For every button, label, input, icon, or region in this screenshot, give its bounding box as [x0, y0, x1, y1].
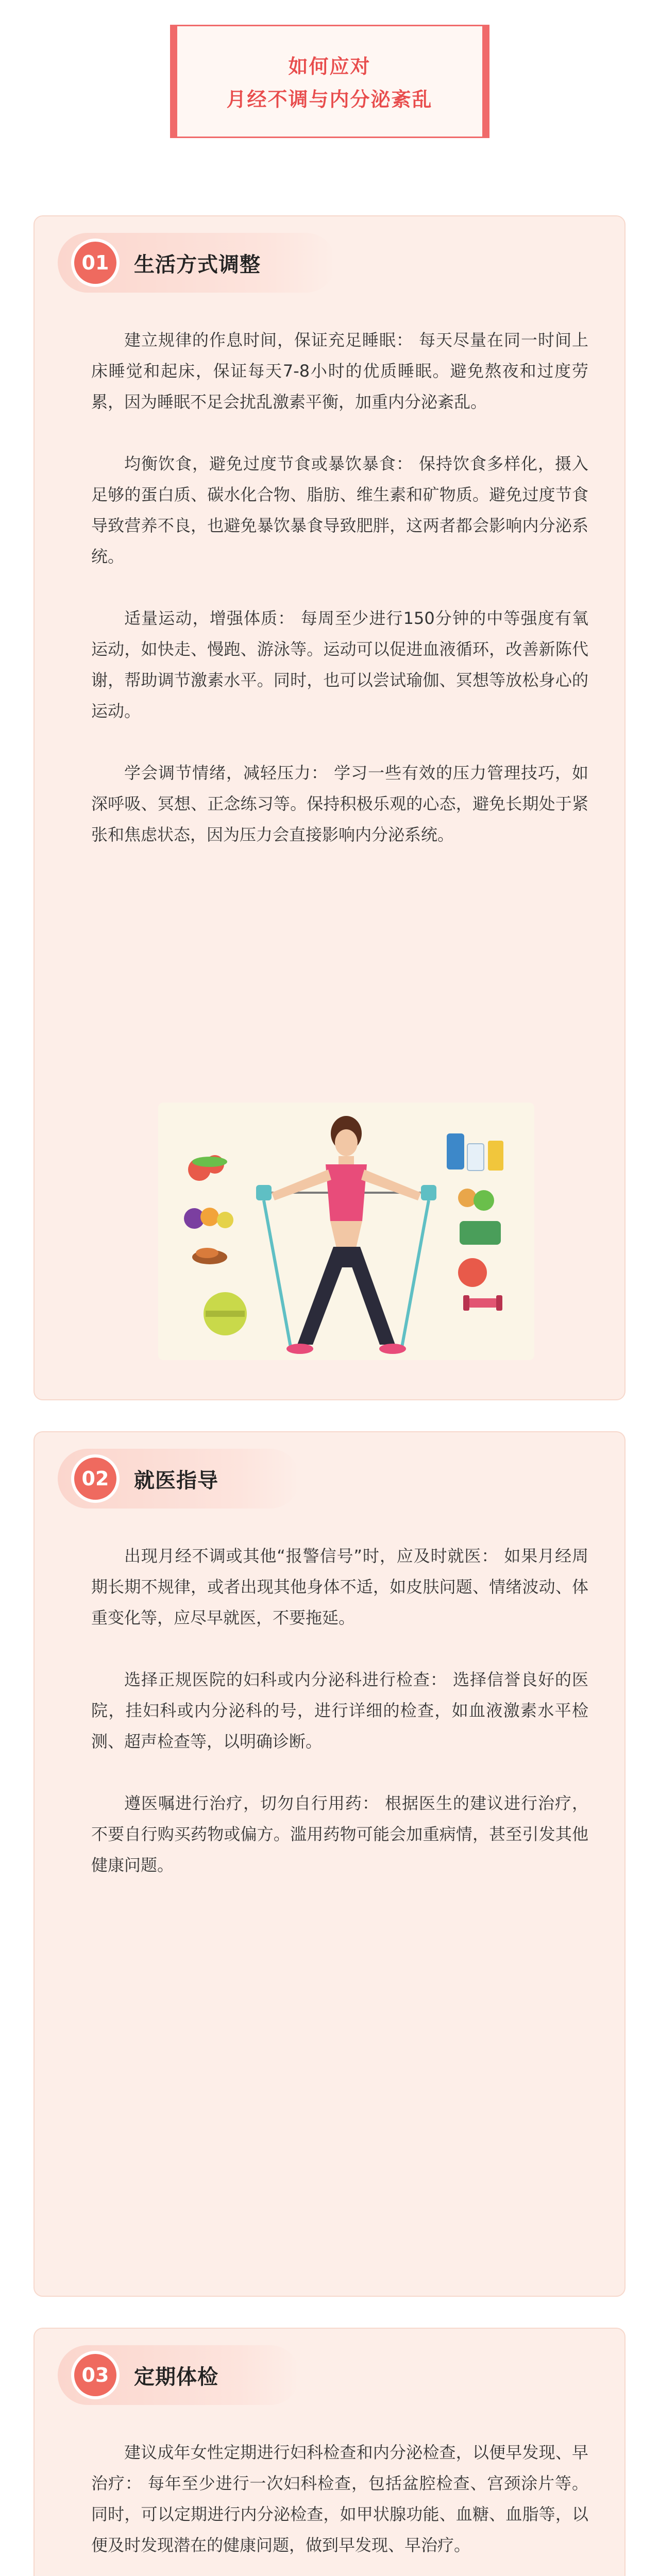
- section-regular-checkup: [33, 2328, 626, 2576]
- paragraph: 出现月经不调或其他“报警信号”时，应及时就医： 如果月经周期长期不规律，或者出现其他身体不适，如皮肤问题、情绪波动、体重变化等，应尽早就医，不要拖延。: [91, 1546, 588, 1628]
- section-medical-guidance: [33, 1431, 626, 2297]
- section-heading: 定期体检: [134, 2365, 218, 2389]
- section-heading: 生活方式调整: [134, 252, 261, 277]
- section-heading-pill: [58, 233, 336, 293]
- section-number-badge: 01: [74, 242, 116, 284]
- woman-exercising-with-food-illustration: [158, 1103, 534, 1360]
- section-number-badge: 03: [74, 2354, 116, 2396]
- title-line-2: 月经不调与内分泌紊乱: [226, 88, 433, 111]
- title-banner-wrap: [0, 0, 659, 138]
- exercise-illustration: [158, 1103, 534, 1360]
- paragraph: 建立规律的作息时间，保证充足睡眠： 每天尽量在同一时间上床睡觉和起床，保证每天7-8小时的优质睡眠。避免熬夜和过度劳累，因为睡眠不足会扰乱激素平衡，加重内分泌紊乱。: [91, 330, 588, 412]
- section-body: [91, 1540, 588, 1880]
- section-heading-pill: [58, 2345, 300, 2405]
- section-body: [91, 325, 588, 850]
- paragraph: 均衡饮食，避免过度节食或暴饮暴食： 保持饮食多样化，摄入足够的蛋白质、碳水化合物、脂肪、维生素和矿物质。避免过度节食导致营养不良，也避免暴饮暴食导致肥胖，这两者都会影响内分泌系统。: [91, 454, 588, 566]
- section-number-badge: 02: [74, 1458, 116, 1500]
- section-lifestyle: [33, 215, 626, 1400]
- paragraph: 建议成年女性定期进行妇科检查和内分泌检查，以便早发现、早治疗： 每年至少进行一次妇科检查，包括盆腔检查、宫颈涂片等。同时，可以定期进行内分泌检查，如甲状腺功能、血糖、血脂等，以便及时发现潜在的健康问题，做到早发现、早治疗。: [91, 2443, 588, 2555]
- paragraph: 选择正规医院的妇科或内分泌科进行检查： 选择信誉良好的医院，挂妇科或内分泌科的号，进行详细的检查，如血液激素水平检测、超声检查等，以明确诊断。: [91, 1670, 588, 1751]
- paragraph: 适量运动，增强体质： 每周至少进行150分钟的中等强度有氧运动，如快走、慢跑、游泳等。运动可以促进血液循环，改善新陈代谢，帮助调节激素水平。同时，也可以尝试瑜伽、冥想等放松身心的运动。: [91, 608, 588, 721]
- section-heading-pill: [58, 1449, 300, 1509]
- paragraph: 遵医嘱进行治疗，切勿自行用药： 根据医生的建议进行治疗，不要自行购买药物或偏方。滥用药物可能会加重病情，甚至引发其他健康问题。: [91, 1793, 588, 1875]
- title-line-1: 如何应对: [288, 55, 371, 78]
- title-banner: [170, 25, 489, 138]
- section-body: [91, 2437, 588, 2561]
- paragraph: 学会调节情绪，减轻压力： 学习一些有效的压力管理技巧，如深呼吸、冥想、正念练习等。保持积极乐观的心态，避免长期处于紧张和焦虑状态，因为压力会直接影响内分泌系统。: [91, 763, 588, 844]
- section-heading: 就医指导: [134, 1468, 218, 1493]
